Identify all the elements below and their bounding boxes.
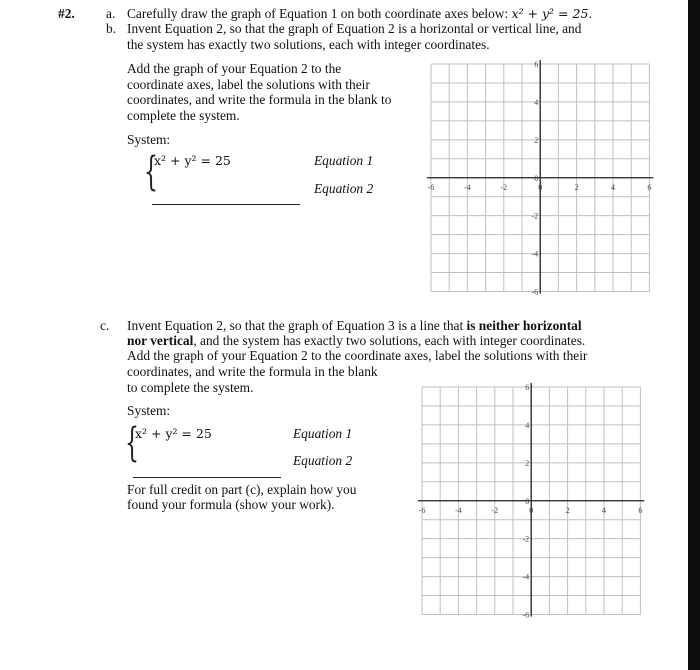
part-c-equation-2-blank[interactable]	[133, 477, 281, 478]
x-tick-label: 2	[574, 182, 579, 192]
part-b-equation-2-tag: Equation 2	[314, 181, 374, 196]
grid-lines	[427, 60, 653, 297]
y-tick-label: -6	[531, 287, 539, 297]
y-tick-label: 6	[525, 383, 530, 392]
y-tick-label: 2	[534, 135, 539, 145]
part-c-line-5: to complete the system.	[127, 380, 254, 395]
part-b-equation-1: x² + y² = 25	[154, 153, 231, 168]
y-tick-label: 6	[534, 60, 539, 69]
x-tick-label: 0	[538, 182, 543, 192]
x-tick-label: 2	[565, 505, 570, 515]
part-c-equation-1: x² + y² = 25	[135, 426, 212, 441]
part-c-line-2-bold: nor vertical	[127, 333, 194, 348]
grid-lines	[418, 383, 644, 620]
part-c-line-1-text: Invent Equation 2, so that the graph of Equation 3 is a line that	[127, 318, 467, 333]
part-b-equation-1-tag: Equation 1	[314, 153, 374, 168]
y-tick-label: -4	[531, 249, 539, 259]
x-tick-label: 6	[647, 182, 652, 192]
x-tick-label: -4	[455, 505, 462, 515]
part-c-system-label: System:	[127, 403, 171, 418]
y-tick-label: 0	[534, 173, 539, 183]
y-tick-label: -2	[522, 534, 530, 544]
x-tick-label: 0	[529, 505, 534, 515]
part-c-line-3: Add the graph of your Equation 2 to the coordinate axes, label the solutions with their	[127, 348, 588, 363]
x-tick-label: 4	[611, 182, 615, 192]
part-b-equation-2-blank[interactable]	[152, 204, 300, 205]
x-tick-label: 6	[638, 505, 643, 515]
part-a-instruction: Carefully draw the graph of Equation 1 on both coordinate axes below:	[127, 6, 509, 21]
y-tick-label: 0	[525, 496, 530, 506]
part-c-credit-1: For full credit on part (c), explain how you	[127, 482, 357, 497]
part-b-line-2: the system has exactly two solutions, each with integer coordinates.	[127, 37, 490, 52]
part-c-equation-1-tag: Equation 1	[293, 426, 353, 441]
part-c-credit-2: found your formula (show your work).	[127, 497, 335, 512]
y-tick-label: 2	[525, 458, 530, 468]
x-tick-label: -6	[418, 505, 426, 515]
part-b-instruction-1: Add the graph of your Equation 2 to the	[127, 61, 342, 76]
part-c-line-2	[127, 333, 585, 349]
part-c-line-4: coordinates, and write the formula in the blank	[127, 364, 378, 379]
part-c-label: c.	[100, 318, 110, 333]
y-tick-label: 4	[534, 97, 539, 107]
y-tick-label: -2	[531, 211, 539, 221]
problem-number: #2.	[58, 6, 75, 21]
part-a-label: a.	[106, 6, 116, 21]
x-tick-label: -4	[464, 182, 471, 192]
part-c-brace: {	[125, 420, 139, 466]
part-b-label: b.	[106, 21, 117, 36]
part-c-line-1	[127, 318, 582, 334]
part-b-instruction-3: coordinates, and write the formula in the blank to	[127, 92, 392, 107]
x-tick-label: -2	[491, 505, 499, 515]
part-c-line-1-bold: is neither horizontal	[466, 318, 582, 333]
part-b-line-1: Invent Equation 2, so that the graph of Equation 2 is a horizontal or vertical line, and	[127, 21, 582, 36]
part-a-equation: x² + y² = 25.	[511, 6, 593, 21]
part-b-system-label: System:	[127, 132, 171, 147]
y-tick-label: -6	[522, 610, 530, 620]
scrollbar-edge	[688, 0, 700, 670]
part-c-coordinate-grid[interactable]	[413, 381, 653, 625]
part-a-text	[127, 6, 592, 22]
part-b-coordinate-grid[interactable]	[422, 58, 662, 302]
x-tick-label: 4	[602, 505, 606, 515]
y-tick-label: -4	[522, 572, 530, 582]
part-b-instruction-4: complete the system.	[127, 108, 240, 123]
x-tick-label: -6	[427, 182, 435, 192]
part-c-equation-2-tag: Equation 2	[293, 453, 353, 468]
y-tick-label: 4	[525, 420, 530, 430]
part-b-brace: {	[144, 149, 158, 195]
x-tick-label: -2	[500, 182, 508, 192]
part-c-line-2-text: , and the system has exactly two solutions, each with integer coordinates.	[193, 333, 586, 348]
part-b-instruction-2: coordinate axes, label the solutions with their	[127, 77, 370, 92]
